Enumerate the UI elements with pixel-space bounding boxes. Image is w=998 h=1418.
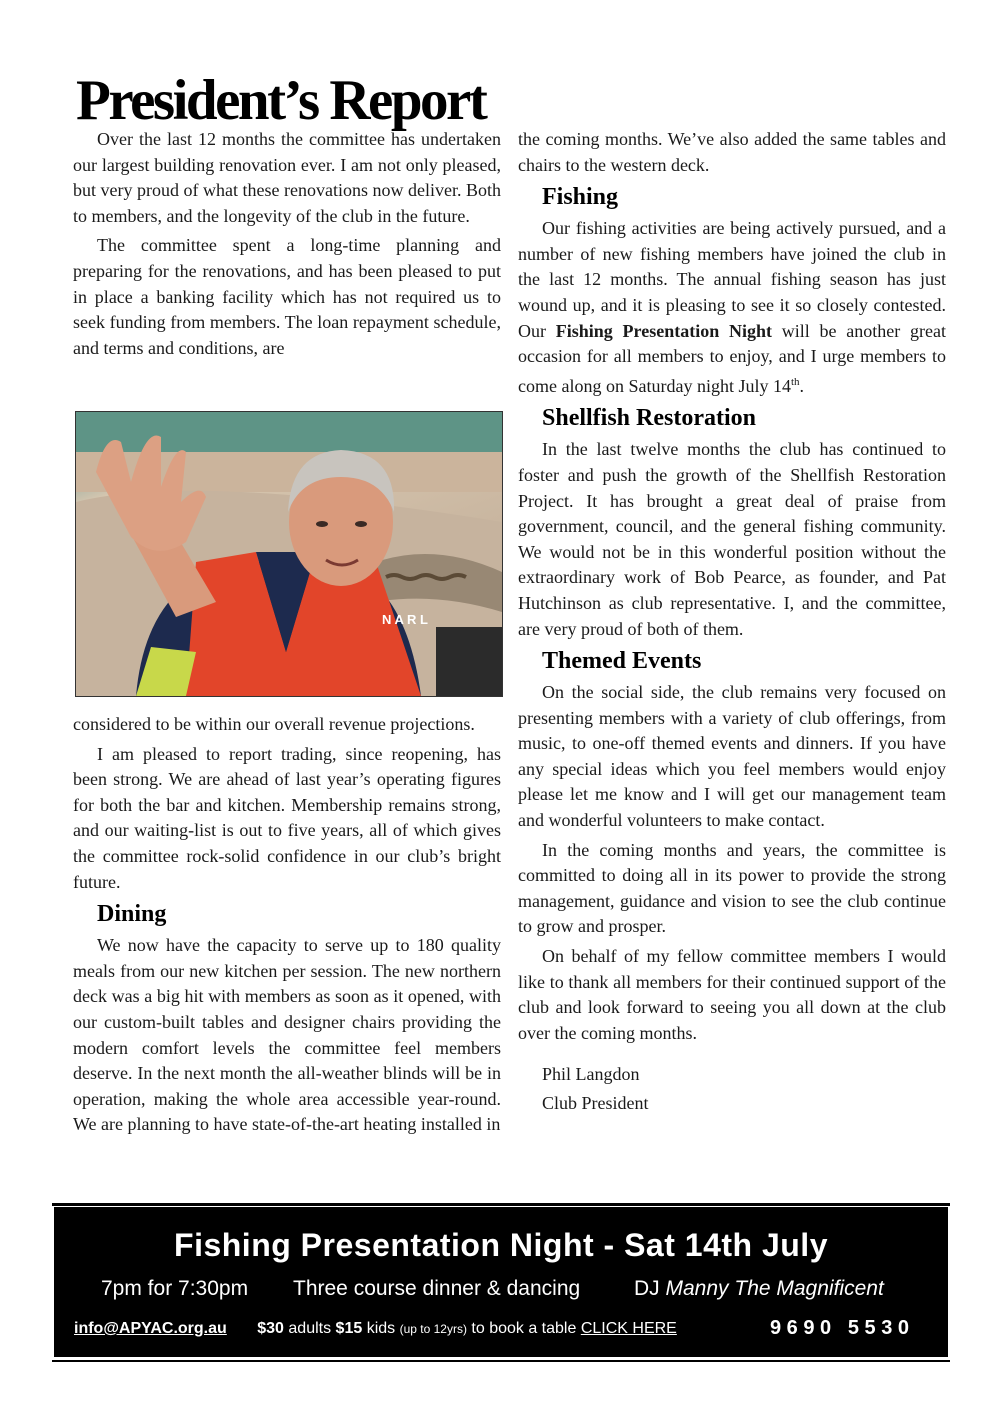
banner-footer [74,1320,677,1338]
continued-paragraph: the coming months. We’ve also added the same tables and chairs to the western deck. [518,129,946,175]
banner-bottom-rule [52,1360,950,1362]
phone-number: 9 6 9 0 5 5 3 0 [770,1317,909,1339]
pricing [257,1320,677,1337]
trading-paragraph: I am pleased to report trading, since reopening, has been strong. We are ahead of last year’s operating figures for both the bar and kitchen. Membership remains strong, and our waiting-list is out to five years, all of which gives the committee rock-solid confidence in our club’s bright future. [73,743,501,892]
adults-label: adults [283,1320,336,1337]
president-photo [75,411,503,697]
vest-lettering: N A R L [382,612,428,627]
age-note: (up to 12yrs) [399,1322,467,1336]
fishing-paragraph [518,216,946,399]
banner-time: 7pm for 7:30pm [101,1277,249,1300]
date-suffix: th [790,375,800,388]
kids-label: kids [362,1320,400,1337]
banner-dj [634,1277,884,1301]
column-left-bottom [73,712,501,1142]
dining-heading: Dining [97,901,167,928]
fishing-text-a: Our fishing activities are being actively pursued, and a number of new fishing members have joined the club in the last 12 months. The annual fishing season has just wound up, and it is pleasing to see it so closely contested. Our [518,218,946,341]
projections-paragraph: considered to be within our overall revenue projections. [73,714,475,734]
click-here-link[interactable]: CLICK HERE [580,1320,677,1337]
dj-name: Manny The Magnificent [665,1277,884,1300]
banner-title: Fishing Presentation Night - Sat 14th July [174,1227,828,1263]
dining-paragraph: We now have the capacity to serve up to 180 quality meals from our new kitchen per session. The new northern deck was a big hit with members as soon as it opened, with our custom-built tables and designer chairs providing the modern comfort levels the committee feel members deserve. In the next month the all-weather blinds will be in operation, making the whole area accessible year-round. We are planning to have state-of-the-art heating installed in [73,935,501,1135]
thanks-paragraph: On behalf of my fellow committee members I would like to thank all members for their continued support of the club and look forward to seeing you all down at the club over the coming months. [518,946,946,1043]
column-left-top [73,127,501,365]
themed-events-paragraph: On the social side, the club remains very focused on presenting members with a variety of club offerings, from music, to one-off themed events and dinners. If you have any special ideas which you feel members would enjoy please let me know and I will get our management team and wonderful volunteers to make contact. [518,682,946,831]
shellfish-paragraph: In the last twelve months the club has continued to foster and push the growth of the Shellfish Restoration Project. It has brought a great deal of praise from government, council, and the general fishing community. We would not be in this wonderful position without the extraordinary work of Bob Pearce, as founder, and Pat Hutchinson as club representative. I, and the committee, are very proud of both of them. [518,439,946,639]
kid-price: $15 [335,1320,363,1337]
fishing-night-bold: Fishing Presentation Night [555,320,772,341]
banner-top-rule [52,1203,950,1206]
book-label: to book a table [466,1320,581,1337]
adult-price: $30 [257,1320,284,1337]
column-right [518,127,946,1118]
planning-paragraph: The committee spent a long-time planning and preparing for the renovations, and has been pleased to put in place a banking facility which has not required us to seek funding from members. The loan repayment schedule, and terms and conditions, are [73,235,501,358]
future-paragraph: In the coming months and years, the committee is committed to doing all in its power to provide the strong management, guidance and vision to see the club continue to grow and prosper. [518,839,946,937]
banner-dinner: Three course dinner & dancing [293,1277,581,1300]
fishing-text-end: . [799,375,805,396]
signature-name: Phil Langdon [542,1064,640,1085]
page-title: President’s Report [76,69,486,132]
signature-role: Club President [542,1093,649,1114]
dj-prefix: DJ [634,1277,666,1300]
fishing-heading: Fishing [542,184,619,211]
email-link[interactable]: info@APYAC.org.au [74,1320,227,1337]
intro-paragraph: Over the last 12 months the committee has undertaken our largest building renovation ever. I am not only pleased, but very proud of what these renovations now deliver. Both to members, and the longevity of the club in the future. [73,129,501,226]
shellfish-heading: Shellfish Restoration [542,405,757,432]
signature-block [542,1060,946,1118]
event-banner [54,1207,948,1357]
fishing-text-b: will be another great occasion for all members to enjoy, and I urge members to come along on Saturday night July 14 [518,320,946,396]
president-portrait-image [76,412,502,696]
themed-events-heading: Themed Events [542,648,702,675]
